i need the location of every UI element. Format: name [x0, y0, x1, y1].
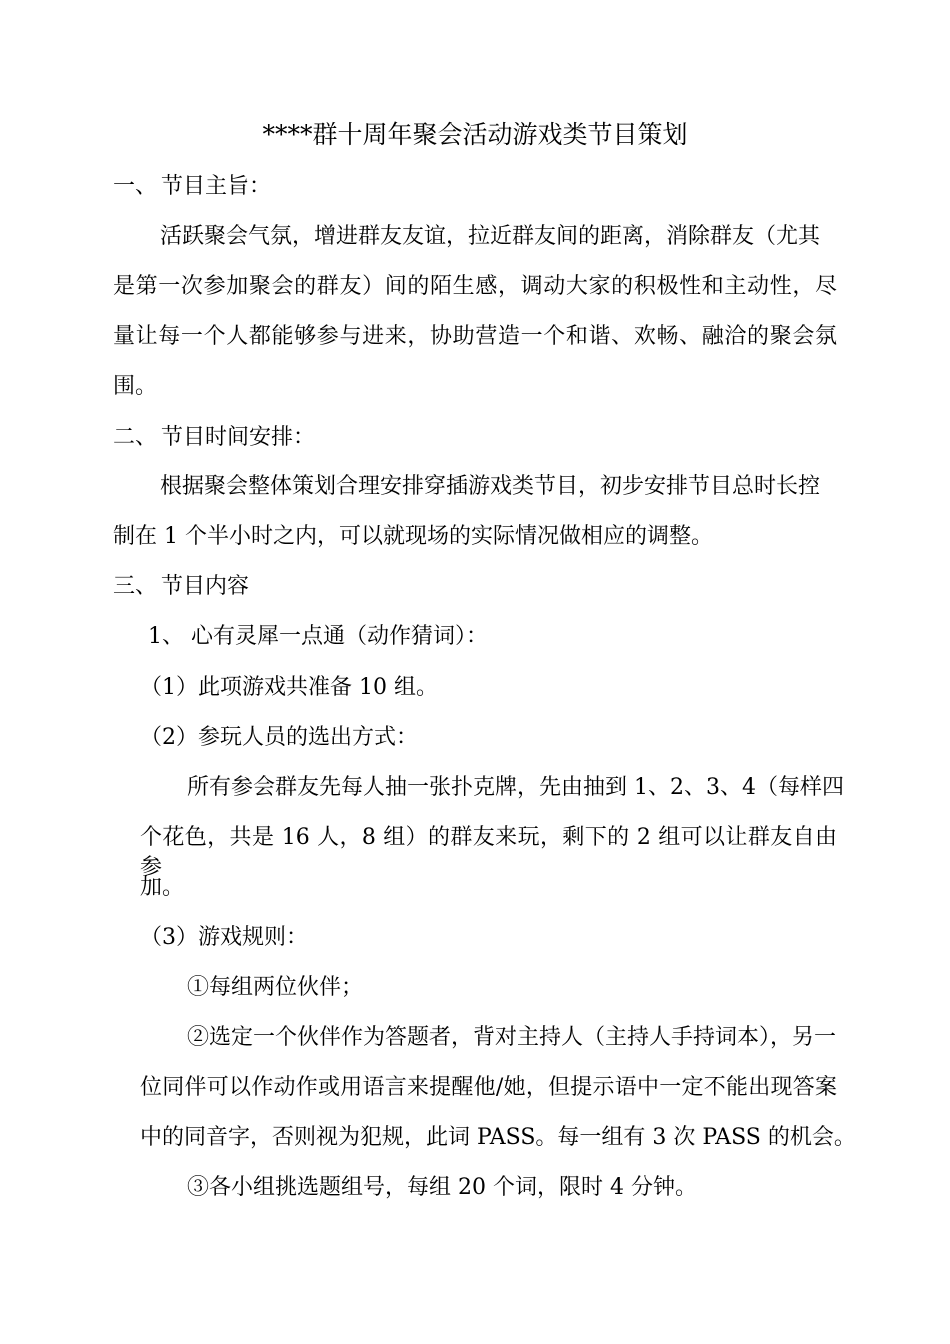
paragraph-line: 个花色，共是 16 人，8 组）的群友来玩，剩下的 2 组可以让群友自由参 — [140, 825, 837, 880]
section-title: 节目主旨： — [161, 174, 272, 199]
paragraph-line: 制在 1 个半小时之内，可以就现场的实际情况做相应的调整。 — [113, 524, 713, 549]
paragraph-line: 加。 — [140, 875, 185, 900]
section-heading — [113, 572, 249, 602]
section-number: 二、 — [113, 425, 158, 450]
game-title: 1、 心有灵犀一点通（动作猜词）： — [148, 624, 488, 649]
section-title: 节目时间安排： — [161, 425, 316, 450]
game-item: （3）游戏规则： — [140, 925, 308, 950]
paragraph-line: 量让每一个人都能够参与进来，协助营造一个和谐、欢畅、融洽的聚会氛 — [113, 324, 837, 349]
game-item: （1）此项游戏共准备 10 组。 — [140, 675, 438, 700]
page-title: ****群十周年聚会活动游戏类节目策划 — [262, 120, 688, 149]
rule-line: ③各小组挑选题组号，每组 20 个词，限时 4 分钟。 — [187, 1175, 697, 1200]
section-heading — [113, 423, 315, 453]
rule-line: ①每组两位伙伴； — [187, 975, 364, 1000]
paragraph-line: 活跃聚会气氛，增进群友友谊，拉近群友间的距离，消除群友（尤其 — [160, 224, 821, 249]
rule-line: ②选定一个伙伴作为答题者，背对主持人（主持人手持词本），另一 — [187, 1025, 837, 1050]
paragraph-line: 是第一次参加聚会的群友）间的陌生感，调动大家的积极性和主动性，尽 — [113, 274, 837, 299]
game-item: （2）参玩人员的选出方式： — [140, 725, 418, 750]
section-title: 节目内容 — [161, 574, 250, 599]
section-number: 一、 — [113, 174, 158, 199]
paragraph-line: 所有参会群友先每人抽一张扑克牌，先由抽到 1、2、3、4（每样四 — [187, 775, 844, 800]
section-heading — [113, 172, 271, 202]
paragraph-line: 根据聚会整体策划合理安排穿插游戏类节目，初步安排节目总时长控 — [160, 474, 821, 499]
paragraph-line: 围。 — [113, 374, 158, 399]
rule-line: 位同伴可以作动作或用语言来提醒他/她，但提示语中一定不能出现答案 — [140, 1075, 837, 1100]
section-number: 三、 — [113, 574, 158, 599]
rule-line: 中的同音字，否则视为犯规，此词 PASS。每一组有 3 次 PASS 的机会。 — [140, 1125, 856, 1150]
